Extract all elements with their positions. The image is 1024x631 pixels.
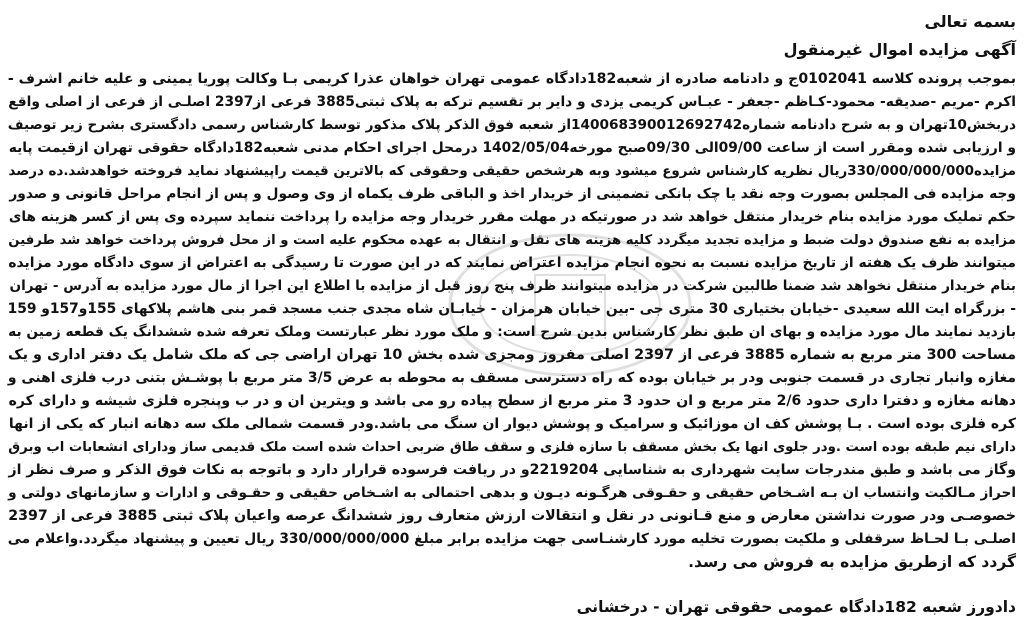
- body-line: مغازه وانبار تجاری در قسمت جنوبی ودر بر خیابان بوده که راه دسترسی مسقف به محوطه به عرض 3/5 متر مربع با پوشـش بتنی درب فلزی اهنی و: [7, 370, 1016, 386]
- notice-title: آگهی مزایده اموال غیرمنقول: [783, 40, 1016, 59]
- body-line: دارای نیم طبقه بوده است .ودر جلوی انها یک بخش مسقف با سازه فلزی و سقف طاق ضربی احداث شده است ملک قدیمی ساز ودارای انشعابات اب وبرق: [8, 440, 1016, 455]
- body-line: - بزرگراه ایت الله سعیدی -خیابان بختیاری 30 متری جی -بین خیابان هرمزان - خیابـان شاه مجدی جنب مسجد قمر بنی هاشم پلاکهای 155و157و 159: [7, 301, 1016, 317]
- body-line: بنام خریدار منتقل نخواهد شد ضمنا طالبین شرکت در مزایده میتوانند ظرف پنج روز قبل از مزایده با اطلاع این اجرا از مال مورد مزایده به آدرس - تهران: [9, 278, 1016, 294]
- body-line: دهانه مغازه و دفترا داری حدود 2/6 متر مربع و ان حدود 3 متر مربع از سطح پیاده رو می باشد و ویترین ان و در ب وپنجره فلزی شیشه و دارای کره: [8, 393, 1016, 409]
- body-line: وگاز می باشد و طبق مندرجات سایت شهرداری به شناسایی 2219204و در ریافت فرسوده قرارار دارد و باتوجه به نکات فوق الذکر و صرف نظر از: [8, 462, 1016, 478]
- body-line: حکم تملیک مورد مزایده بنام خریدار منتقل خواهد شد در صورتیکه در مهلت مقرر خریدار وجه مزایده را پرداخت ننماید سپرده وی پس از کسر هزینه های: [8, 209, 1016, 225]
- signature-line: دادورز شعبه 182دادگاه عمومی حقوقی تهران - درخشانی: [576, 598, 1016, 616]
- body-line: بموجب پرونده کلاسه 0102041ج و دادنامه صادره از شعبه182دادگاه عمومی تهران خواهان عذرا کریمی بـا وکالت پوریا یمینی و علیه خانم اشرف -: [7, 71, 1016, 87]
- body-line: وجه مزایده فی المجلس بصورت وجه نقد یا چک بانکی تضمینی از خریدار اخذ و الباقی ظرف یکماه از وی وصول و پس از انجام مراحل قانونی و صدور: [9, 186, 1016, 202]
- body-line: مزایده330/000/000/000ریال نظریه کارشناس شروع میشود وبه هرشخص حقیقی وحقوقی که بالاترین قیمت راپیشنهاد نماید فروخته خواهدشد.ده درصد: [8, 164, 1016, 179]
- body-line: اصلـی بـا لحـاظ سرقفلی و ملکیت بصورت تخلیه مورد کارشنـاسی جهت مزایده برابر مبلغ 330/000/000/000 ریال تعیین و پیشنهاد میگردد.واعلام می: [7, 531, 1016, 547]
- body-line: مساحت 300 متر مربع به شماره 3885 فرعی از 2397 اصلی مفروز ومجزی شده بخش 10 تهران اراضی جی که ملک شامل یک دفتر اداری و یک: [7, 347, 1016, 363]
- body-line: دربخش10تهران و به شرح دادنامه شماره140068390012692742از شعبه فوق الذکر پلاک مذکور توسط کارشناس رسمی دادگستری بشرح زیر توصیف: [7, 117, 1016, 133]
- body-line: بازدید نمایند مال مورد مزایده و بهای ان طبق نظر کارشناس بدین شرح است: و ملک مورد نظر عبارتست وملک تعرفه شده ششدانگ یک قطعه زمین به: [8, 324, 1016, 340]
- body-line: و ارزیابی شده ومقرر است از ساعت 09/00الی 09/30صبح مورخه1402/05/04 درمحل اجرای احکام مدنی شعبه182دادگاه حقوقی تهران ازقیمت پایه: [8, 140, 1016, 156]
- body-line: مزایده به نفع صندوق دولت ضبط و مزایده تجدید میگردد کلیه هزینه های نقل و انتقال به عهده محکوم علیه است و از محل فروش پرداخت خواهد شد طرفین: [8, 233, 1016, 248]
- basmala-heading: بسمه تعالی: [924, 12, 1016, 31]
- body-line: میتوانند ظرف یک هفته از تاریخ مزایده نسبت به نحوه انجام مزایده اعتراض نمایند که در این صورت تا رسیدگی به اعتراض از سوی دادگاه مورد مزایده: [8, 255, 1016, 271]
- body-line: اکرم -مریم -صدیقه- محمود-کـاظم -جعفر - عبـاس کریمی یزدی و دایر بر تقسیم ترکه به پلاک ثبتی3885 فرعی از2397 اصلـی از فرعی از اصلی واقع: [8, 94, 1016, 110]
- body-line: کره فلزی بوده است . بـا پوشش کف ان موزائیک و سرامیک و پوشش دیوار ان سنگ می باشد.ودر قسمت شمالی ملک سه دهانه انبار که یکی از انها: [8, 416, 1016, 432]
- body-line: خصوصـی ودر صورت نداشتن معارض و منع قـانونی در نقل و انتقالات ارزش متعارف روز ششدانگ عرصه واعیان پلاک ثبتی 3885 فرعی از 2397: [8, 508, 1016, 524]
- body-line: احراز مـالکیت وانتساب ان بـه اشـخاص حقیقی و حقـوقی هرگـونه دیـون و بدهی احتمالی به اشـخاص حقیقی و حقـوقی و ادارات و سازمانهای دولتی و: [8, 485, 1016, 501]
- body-line: گردد که ازطریق مزایده به فروش می رسد.: [688, 553, 1016, 571]
